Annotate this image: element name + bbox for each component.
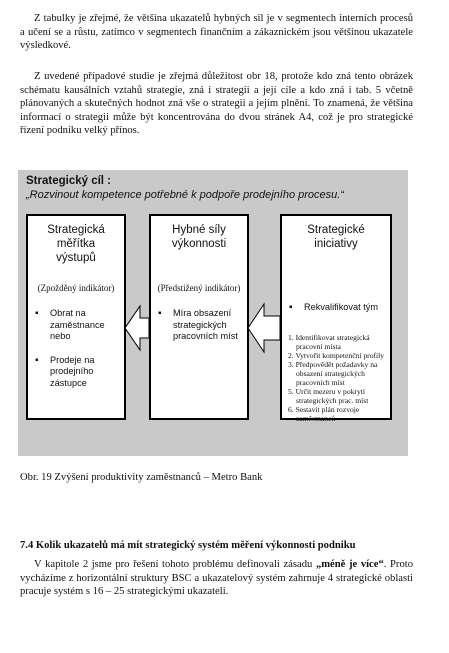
- box2-indicator: (Předstižený indikátor): [157, 283, 241, 293]
- goal-text: „Rozvinout kompetence potřebné k podpoře prodejního procesu.“: [26, 189, 344, 201]
- arrows-overlay: [18, 170, 408, 456]
- box2-title-line2: výkonnosti: [171, 238, 227, 250]
- list-item: ▪ Rekvalifikovat tým: [289, 302, 379, 313]
- arrow-left-icon: [125, 306, 149, 350]
- step-item: 2. Vytvořit kompetenční profily: [288, 351, 385, 360]
- goal-title: Strategický cíl :: [26, 175, 112, 187]
- step-item: 3. Předpovědět požadavky na obsazení strategických pracovních míst: [288, 360, 378, 387]
- step-item: 6. Sestavit plán rozvoje zaměstnanců: [288, 405, 360, 423]
- paragraph-1: Z tabulky je zřejmé, že většina ukazatelů hybných sil je v segmentech interních procesů a učení se a růstu, zatímco v segmentech finančním a zákaznickém jsou většinou ukazatele výsledkové.: [20, 13, 413, 52]
- box3-title-line2: iniciativy: [314, 238, 358, 250]
- step-item: 5. Určit mezeru v pokrytí strategických prac. míst: [288, 387, 369, 405]
- paragraph-2: Z uvedené případové studie je zřejmá důležitost obr 18, protože kdo zná tento obrázek schématu kausálních vztahů strategie, zná i strategii a její cíle a kdo zná i tab. 5 včetně plánovaných a skutečných hodnot zná vše o strategii a jejím plnění. To znamená, že většina informací o strategii může být koncentrována do dvou stránek A4, což je pro strategické řízení podniku velký přínos.: [20, 71, 413, 137]
- list-item: ▪ Prodeje na prodejního zástupce: [35, 354, 95, 388]
- figure-diagram: [18, 170, 408, 456]
- list-item: ▪ Obrat na zaměstnance nebo: [35, 308, 105, 341]
- list-item: ▪ Míra obsazení strategických pracovních míst: [158, 308, 238, 341]
- step-item: 1. Identifikovat strategická pracovní místa: [288, 333, 370, 351]
- box1-title-line1: Strategická: [47, 224, 105, 236]
- box3-title-line1: Strategické: [307, 224, 365, 236]
- figure-caption: Obr. 19 Zvýšení produktivity zaměstnanců – Metro Bank: [20, 472, 263, 483]
- box1-indicator: (Zpožděný indikátor): [37, 283, 115, 293]
- section-heading: 7.4 Kolik ukazatelů má mít strategický systém měření výkonnosti podniku: [20, 540, 356, 551]
- paragraph-3: V kapitole 2 jsme pro řešení tohoto problému definovali zásadu „méně je více“. Proto vycházíme z horizontální struktury BSC a ukazatelový systém zahrnuje 4 strategické oblasti pracuje systém s 16 – 25 strategickými ukazateli.: [20, 559, 413, 598]
- box1-title-line3: výstupů: [56, 252, 96, 264]
- box2-title-line1: Hybné síly: [172, 224, 226, 236]
- arrow-left-icon: [248, 304, 280, 352]
- box1-title-line2: měřítka: [56, 238, 96, 250]
